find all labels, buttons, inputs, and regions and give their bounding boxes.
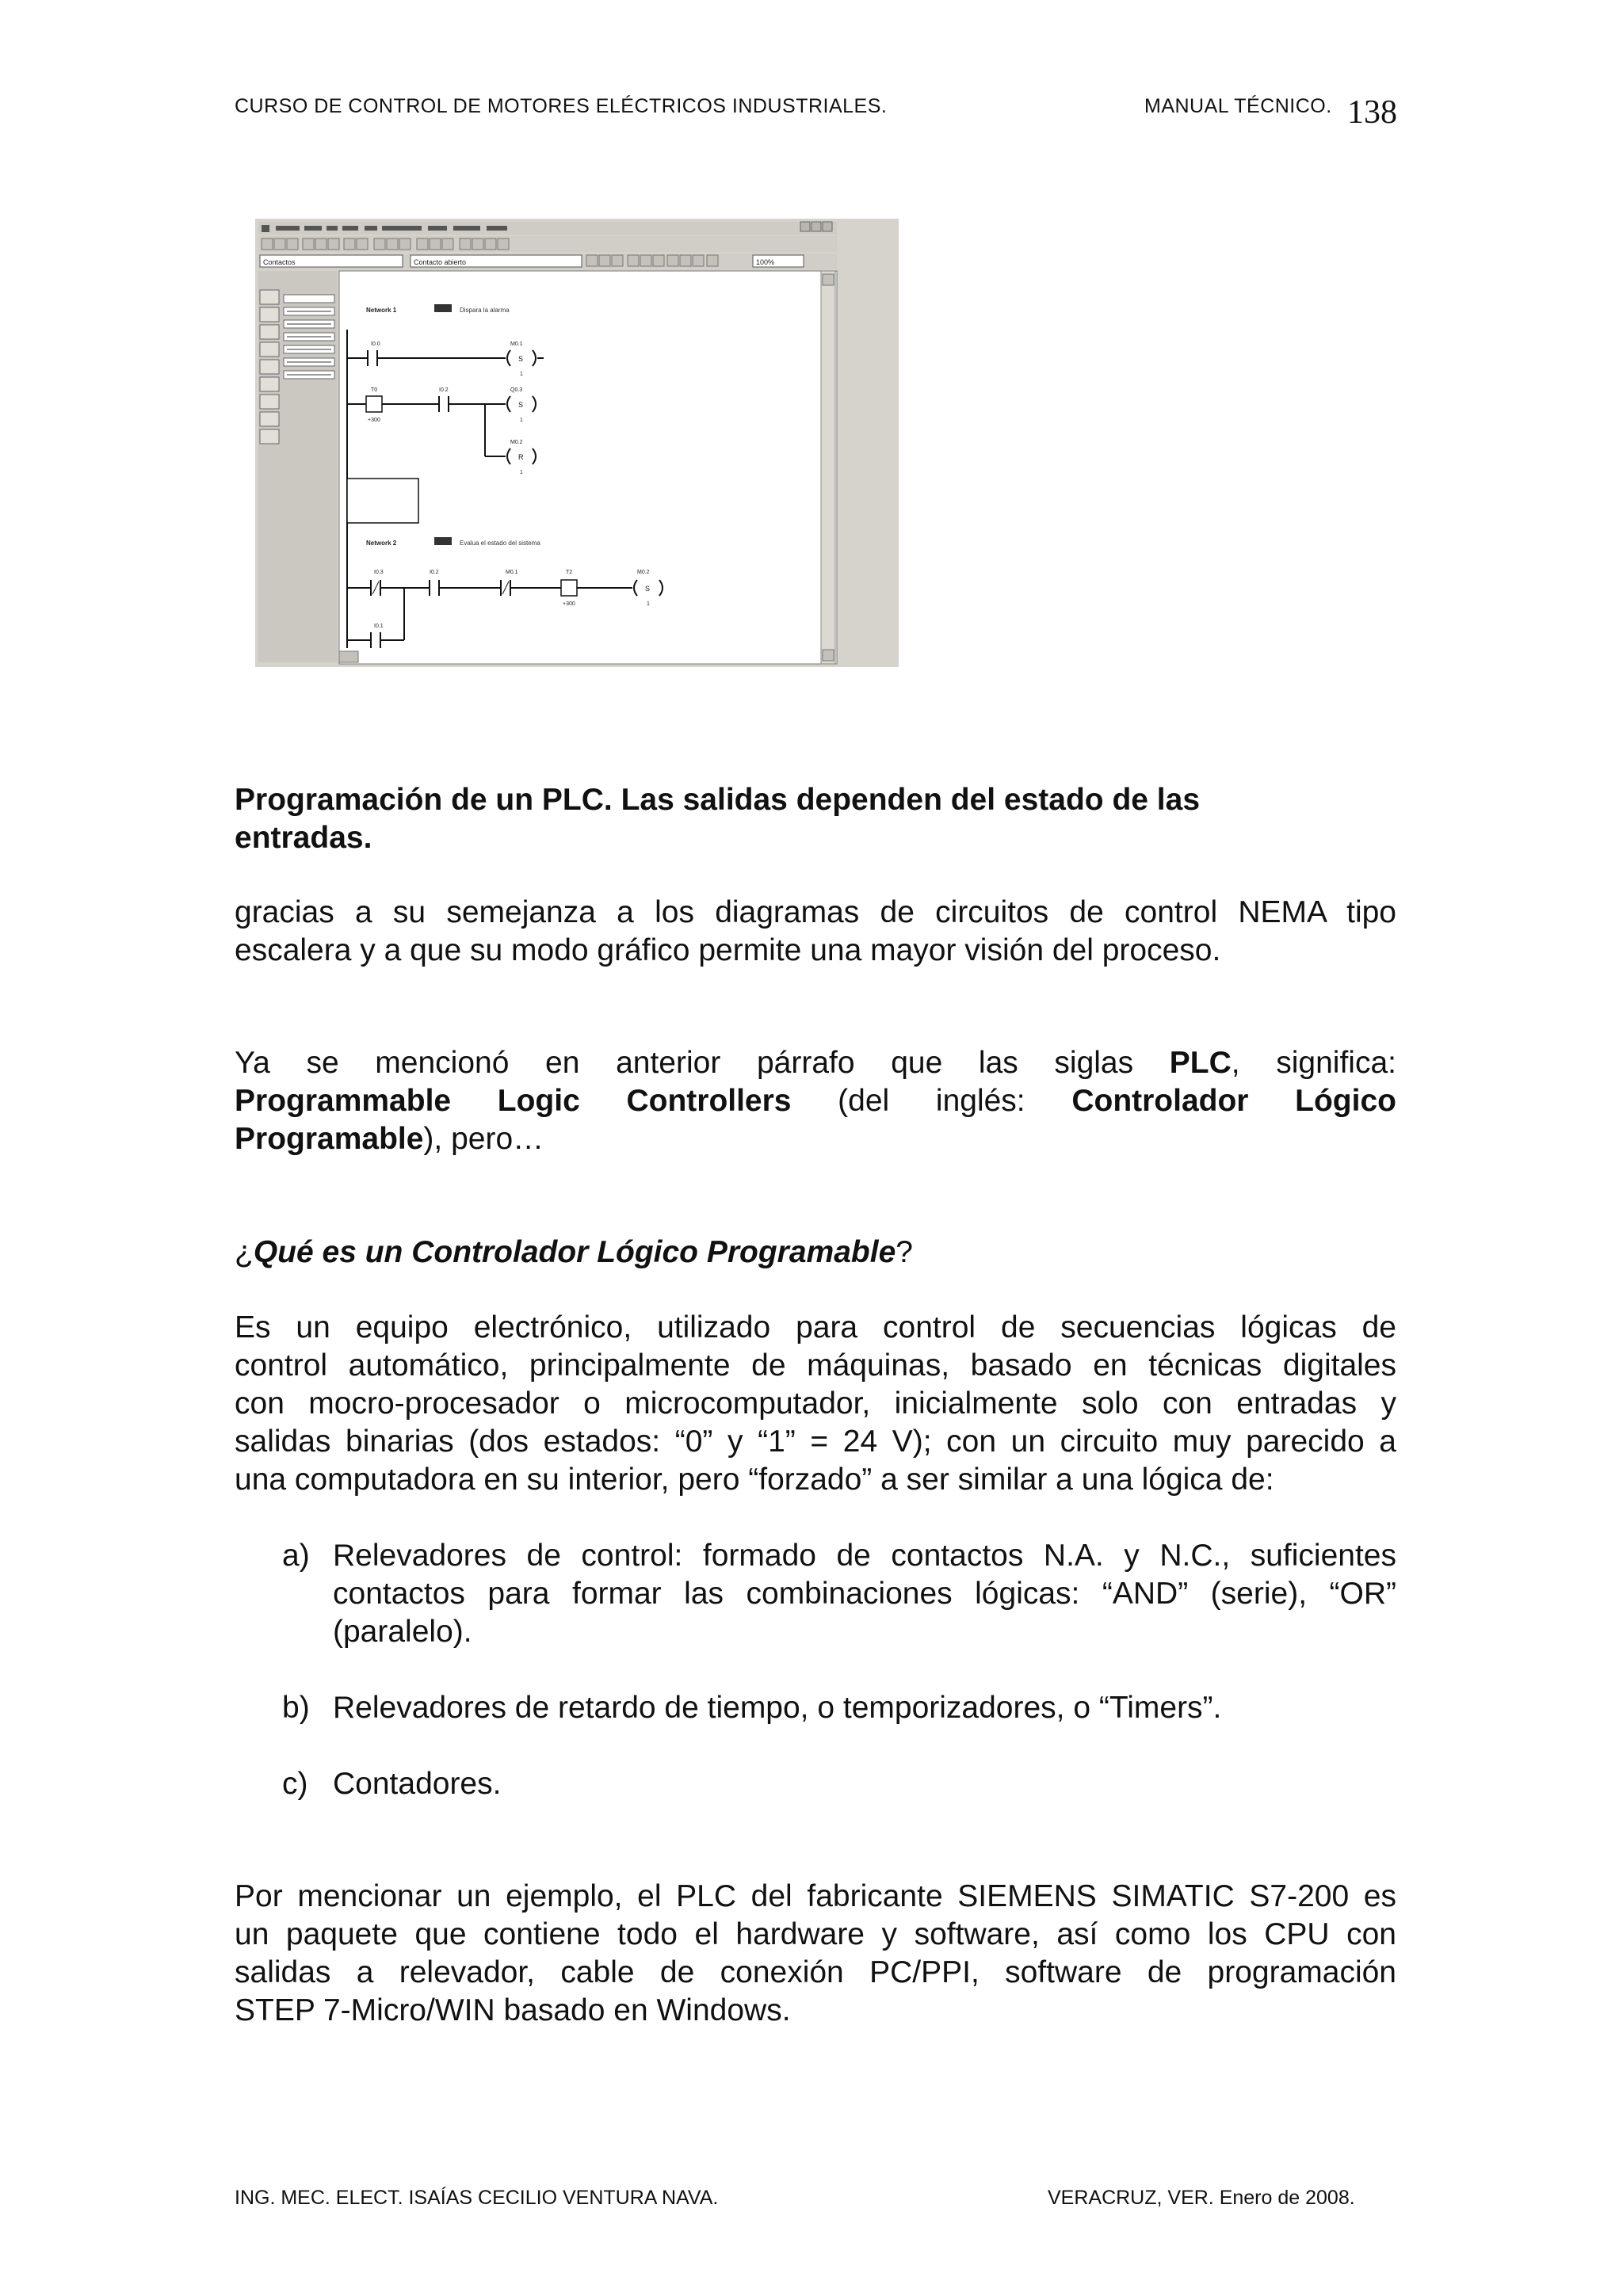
svg-text:1: 1 — [647, 601, 650, 607]
zoom-combo[interactable]: 100% — [756, 258, 775, 266]
svg-text:+300: +300 — [563, 601, 575, 607]
network-1-comment: Dispara la alarma — [460, 307, 510, 314]
svg-text:I0.1: I0.1 — [374, 624, 384, 629]
svg-text:+300: +300 — [368, 418, 380, 423]
footer-author: ING. MEC. ELECT. ISAÍAS CECILIO VENTURA NAVA. — [235, 2187, 719, 2209]
svg-text:M0.2: M0.2 — [637, 570, 650, 575]
section-question: ¿Qué es un Controlador Lógico Programable? — [235, 1235, 913, 1269]
contact-type-combo[interactable]: Contactos — [263, 258, 296, 266]
svg-text:S: S — [518, 401, 524, 409]
running-header-manual: MANUAL TÉCNICO. — [1144, 95, 1332, 117]
svg-text:S: S — [645, 585, 651, 593]
svg-text:I0.2: I0.2 — [439, 387, 449, 393]
paragraph-ladder: gracias a su semejanza a los diagramas de circuitos de control NEMA tipo escalera y a que su modo gráfico permite una mayor visión del proceso. — [235, 895, 1396, 967]
network-2-comment: Evalua el estado del sistema — [460, 540, 540, 547]
network-2-label: Network 2 — [366, 540, 397, 547]
plc-software-screenshot — [255, 219, 899, 667]
svg-text:R: R — [518, 453, 524, 461]
network-1-label: Network 1 — [366, 307, 397, 314]
svg-text:M0.1: M0.1 — [510, 341, 523, 347]
svg-text:I0.3: I0.3 — [374, 570, 384, 575]
svg-text:M0.2: M0.2 — [510, 440, 523, 445]
figure-caption: Programación de un PLC. Las salidas dependen del estado de las entradas. — [235, 783, 1201, 855]
svg-text:T0: T0 — [371, 387, 378, 393]
page-number: 138 — [1347, 94, 1397, 131]
svg-text:I0.0: I0.0 — [371, 341, 380, 347]
svg-text:1: 1 — [520, 470, 523, 475]
footer-place-date: VERACRUZ, VER. Enero de 2008. — [1048, 2187, 1355, 2209]
paragraph-siemens-example: Por mencionar un ejemplo, el PLC del fabricante SIEMENS SIMATIC S7-200 es un paquete que contiene todo el hardware y software, así como los CPU con salidas a relevador, cable de conexión PC/PPI, software de programación STEP 7-Micro/WIN basado en Windows. — [235, 1879, 1396, 2027]
running-header-title: CURSO DE CONTROL DE MOTORES ELÉCTRICOS INDUSTRIALES. — [235, 95, 888, 117]
svg-text:Q0.3: Q0.3 — [510, 387, 523, 393]
svg-text:1: 1 — [520, 418, 523, 423]
instruction-combo[interactable]: Contacto abierto — [414, 258, 467, 266]
paragraph-definition: Es un equipo electrónico, utilizado para control de secuencias lógicas de control automático, principalmente de máquinas, basado en técnicas digitales con mocro-procesador o microcomputador, inicialmente solo con entradas y salidas binarias (dos estados: “0” y “1” = 24 V); con un circuito muy parecido a una computadora en su interior, pero “forzado” a ser similar a una lógica de: — [235, 1310, 1396, 1497]
paragraph-plc-acronym: Ya se mencionó en anterior párrafo que las siglas PLC, significa: Programmable Logic Controllers (del inglés: Controlador Lógico Programable), pero… — [235, 1046, 1397, 1156]
svg-text:S: S — [518, 355, 524, 363]
svg-text:1: 1 — [520, 372, 523, 377]
svg-text:I0.2: I0.2 — [430, 570, 439, 575]
svg-text:M0.1: M0.1 — [506, 570, 518, 575]
svg-text:T2: T2 — [566, 570, 573, 575]
